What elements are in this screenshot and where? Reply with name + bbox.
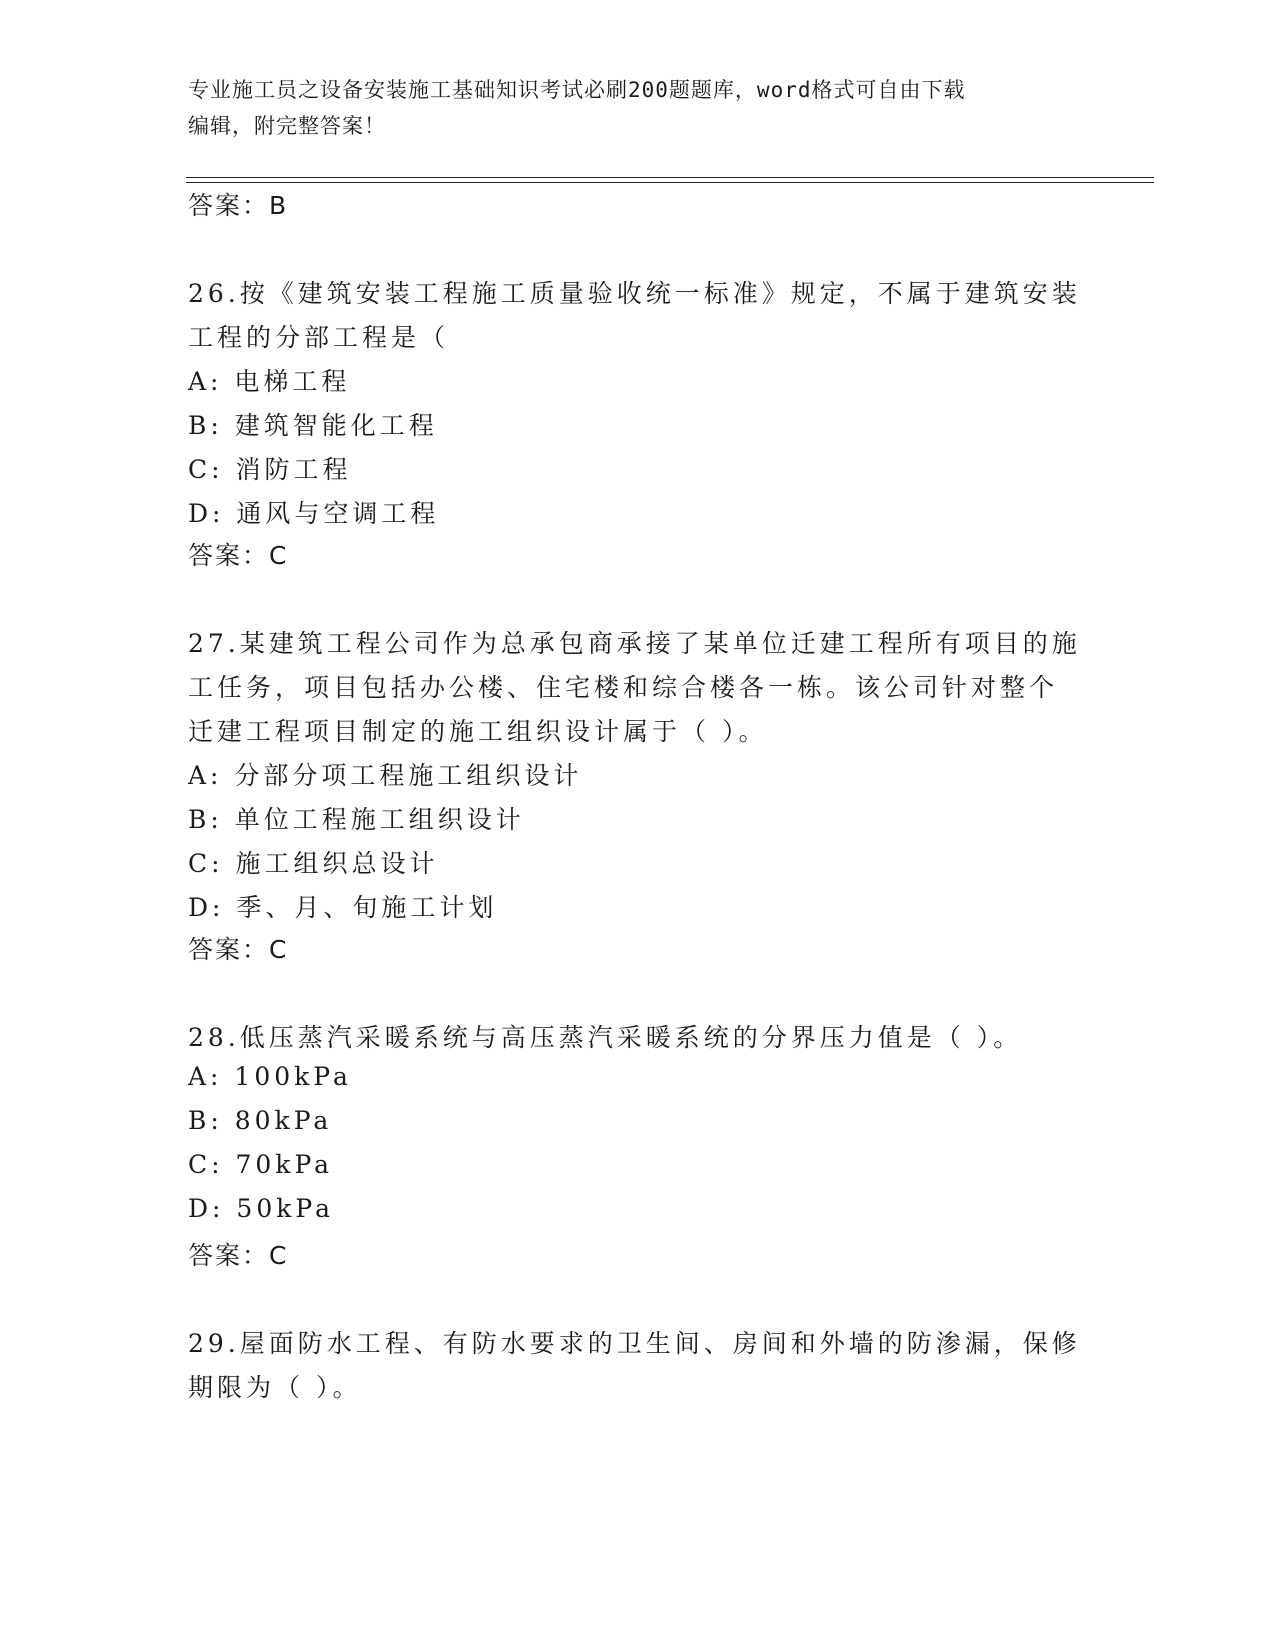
header-divider-bottom [186, 182, 1154, 183]
header-divider-top [186, 177, 1154, 178]
question-26-option-b: B: 建筑智能化工程 [188, 411, 438, 440]
question-27-option-c: C: 施工组织总设计 [188, 849, 439, 878]
question-28-answer: 答案：C [188, 1241, 289, 1270]
question-27-line-2: 工任务，项目包括办公楼、住宅楼和综合楼各一栋。该公司针对整个 [188, 673, 1059, 702]
question-27-answer: 答案：C [188, 935, 289, 964]
question-26-line-1: 26.按《建筑安装工程施工质量验收统一标准》规定，不属于建筑安装 [188, 279, 1081, 308]
question-27-option-d: D: 季、月、旬施工计划 [188, 893, 498, 922]
question-26-line-2: 工程的分部工程是（ [188, 323, 450, 352]
question-29-line-1: 29.屋面防水工程、有防水要求的卫生间、房间和外墙的防渗漏，保修 [188, 1329, 1081, 1358]
question-28-option-d: D: 50kPa [188, 1194, 334, 1223]
question-27-line-3: 迁建工程项目制定的施工组织设计属于（ ）。 [188, 717, 768, 746]
document-header [188, 72, 1088, 144]
question-26-answer: 答案：C [188, 541, 289, 570]
answer-prev: 答案：B [188, 191, 289, 220]
question-26-option-d: D: 通风与空调工程 [188, 499, 440, 528]
header-line-1: 专业施工员之设备安装施工基础知识考试必刷200题题库，word格式可自由下载 [188, 78, 966, 102]
question-29-line-2: 期限为（ ）。 [188, 1373, 362, 1402]
question-26-option-c: C: 消防工程 [188, 455, 352, 484]
header-line-2: 编辑，附完整答案！ [188, 114, 386, 138]
question-28-option-a: A: 100kPa [188, 1062, 352, 1091]
question-28-line-1: 28.低压蒸汽采暖系统与高压蒸汽采暖系统的分界压力值是（ ）。 [188, 1023, 1023, 1052]
question-26-option-a: A: 电梯工程 [188, 367, 351, 396]
question-27-line-1: 27.某建筑工程公司作为总承包商承接了某单位迁建工程所有项目的施 [188, 629, 1081, 658]
question-27-option-b: B: 单位工程施工组织设计 [188, 805, 525, 834]
question-28-option-b: B: 80kPa [188, 1106, 333, 1135]
question-28-option-c: C: 70kPa [188, 1150, 334, 1179]
question-27-option-a: A: 分部分项工程施工组织设计 [188, 761, 583, 790]
